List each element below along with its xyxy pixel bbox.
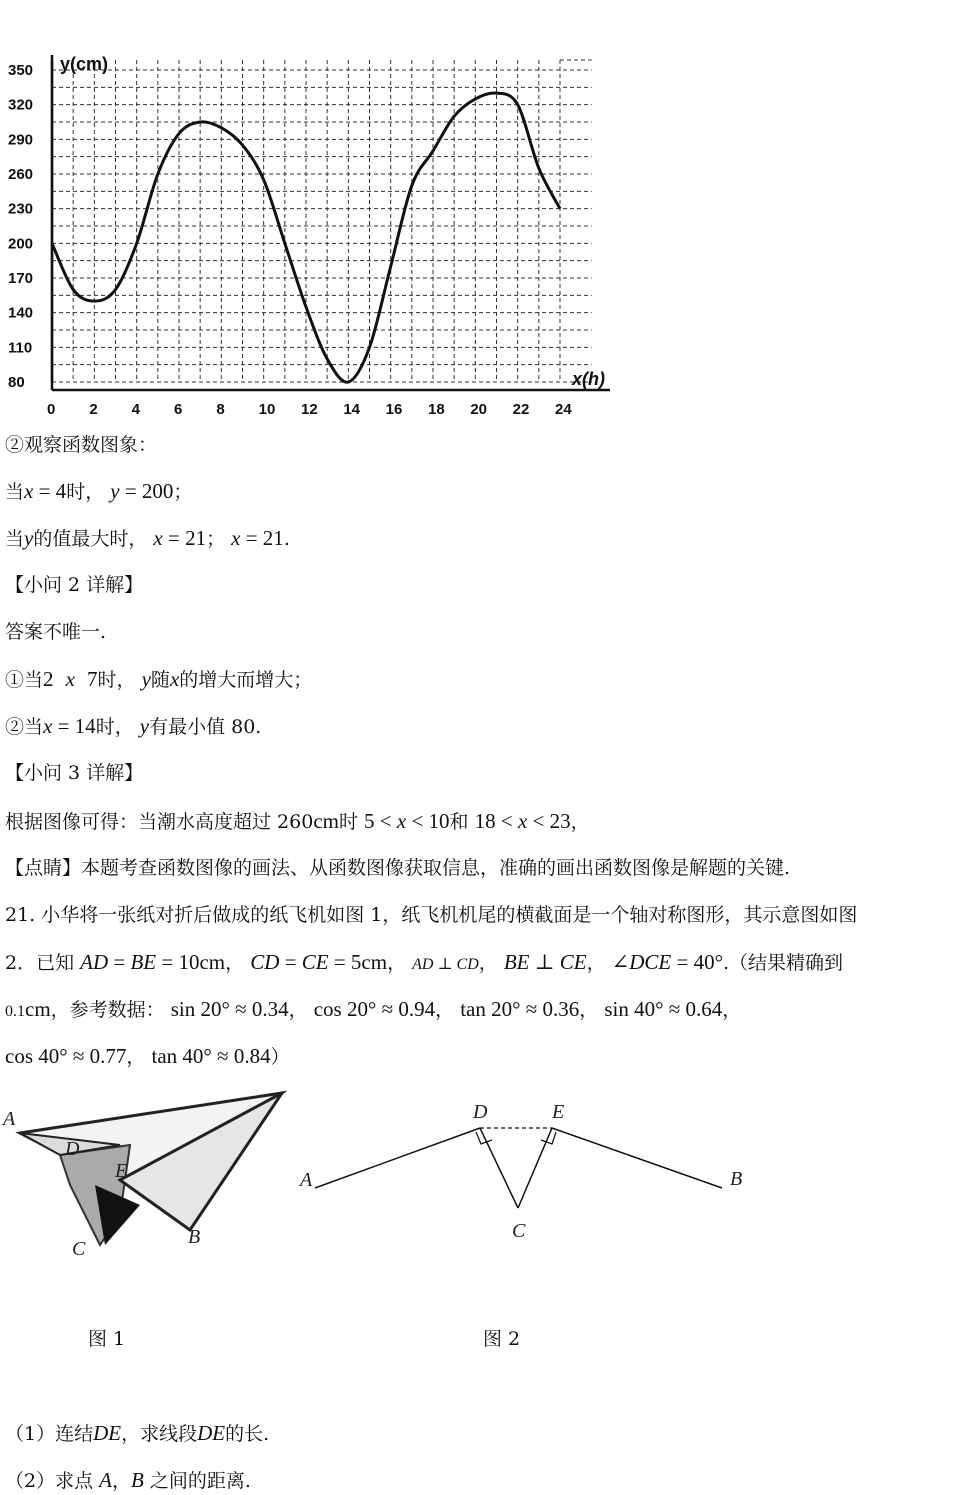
fig1-label-c: C <box>72 1238 86 1260</box>
x-tick-label: 4 <box>131 401 141 415</box>
problem-21-line1: 21. 小华将一张纸对折后做成的纸飞机如图 1，纸飞机机尾的横截面是一个轴对称图形，其示意图如图 <box>5 904 858 926</box>
fig1-label-e: E <box>115 1160 128 1182</box>
line-increase: ①当2 x 7时， y随x的增大而增大； <box>5 667 313 691</box>
fig2-label-d: D <box>473 1101 488 1123</box>
y-axis-label: y(cm) <box>60 54 109 74</box>
fig1-label-d: D <box>65 1138 80 1160</box>
y-tick-label: 290 <box>8 131 34 149</box>
line-comment: 【点睛】本题考查函数图像的画法、从函数图像获取信息，准确的画出函数图像是解题的关键. <box>5 857 791 879</box>
heading-q3: 【小问 3 详解】 <box>5 762 144 784</box>
y-tick-label: 320 <box>8 96 34 114</box>
line-min: ②当x = 14时， y有最小值 80. <box>5 714 262 738</box>
fig2-label-a: A <box>300 1169 313 1191</box>
y-tick-labels <box>8 62 33 391</box>
y-tick-label: 350 <box>8 62 34 79</box>
x-tick-label: 12 <box>301 401 318 415</box>
x-tick-label: 8 <box>216 401 225 415</box>
figure-1-caption: 图 1 <box>88 1328 126 1350</box>
y-tick-label: 110 <box>8 339 33 357</box>
question-2: （2）求点 A，B 之间的距离. <box>5 1468 251 1492</box>
x-tick-label: 2 <box>89 401 98 415</box>
line-observe: ②观察函数图象： <box>5 434 158 456</box>
y-tick-label: 170 <box>8 270 34 287</box>
y-tick-label: 200 <box>8 235 34 253</box>
figure-1-paper-plane <box>0 1085 300 1265</box>
line-x4: 当x = 4时， y = 200； <box>5 479 193 503</box>
problem-21-line3: 0.1cm，参考数据： sin 20° ≈ 0.34， cos 20° ≈ 0.94， tan 20° ≈ 0.36， sin 40° ≈ 0.64， <box>5 997 742 1021</box>
fig2-label-e: E <box>552 1101 565 1123</box>
x-tick-label: 0 <box>47 401 56 415</box>
chart-grid <box>52 55 610 390</box>
question-1: （1）连结DE，求线段DE的长. <box>5 1421 270 1445</box>
fig1-label-b: B <box>188 1226 201 1248</box>
figure-2-caption: 图 2 <box>483 1328 521 1350</box>
fig1-label-a: A <box>3 1108 16 1130</box>
y-tick-label: 230 <box>8 200 34 218</box>
y-tick-label: 80 <box>8 374 25 391</box>
x-tick-label: 6 <box>174 401 183 415</box>
x-tick-label: 20 <box>470 401 488 415</box>
line-answer-not-unique: 答案不唯一. <box>5 621 107 643</box>
x-tick-label: 16 <box>385 401 403 415</box>
tide-chart <box>0 40 640 415</box>
x-tick-label: 10 <box>258 401 276 415</box>
line-ymax: 当y的值最大时， x = 21； x = 21. <box>5 526 290 550</box>
fig2-label-b: B <box>730 1168 743 1190</box>
x-tick-labels <box>47 401 572 415</box>
x-tick-label: 24 <box>555 401 572 415</box>
x-axis-label: x(h) <box>572 369 605 389</box>
y-tick-label: 140 <box>8 304 34 322</box>
x-tick-label: 18 <box>428 401 445 415</box>
fig2-label-c: C <box>512 1220 526 1242</box>
problem-21-line2: 2．已知 AD = BE = 10cm， CD = CE = 5cm， AD ⊥ CD， BE ⊥ CE， ∠DCE = 40°.（结果精确到 <box>5 950 844 974</box>
x-tick-label: 14 <box>343 401 361 415</box>
line-range: 根据图像可得：当潮水高度超过 260cm时 5 < x < 10和 18 < x < 23， <box>5 809 590 833</box>
problem-21-line4: cos 40° ≈ 0.77， tan 40° ≈ 0.84） <box>5 1044 290 1068</box>
heading-q2: 【小问 2 详解】 <box>5 574 144 596</box>
figure-2-diagram <box>290 1090 770 1250</box>
x-tick-label: 22 <box>512 401 530 415</box>
y-tick-label: 260 <box>8 166 34 183</box>
